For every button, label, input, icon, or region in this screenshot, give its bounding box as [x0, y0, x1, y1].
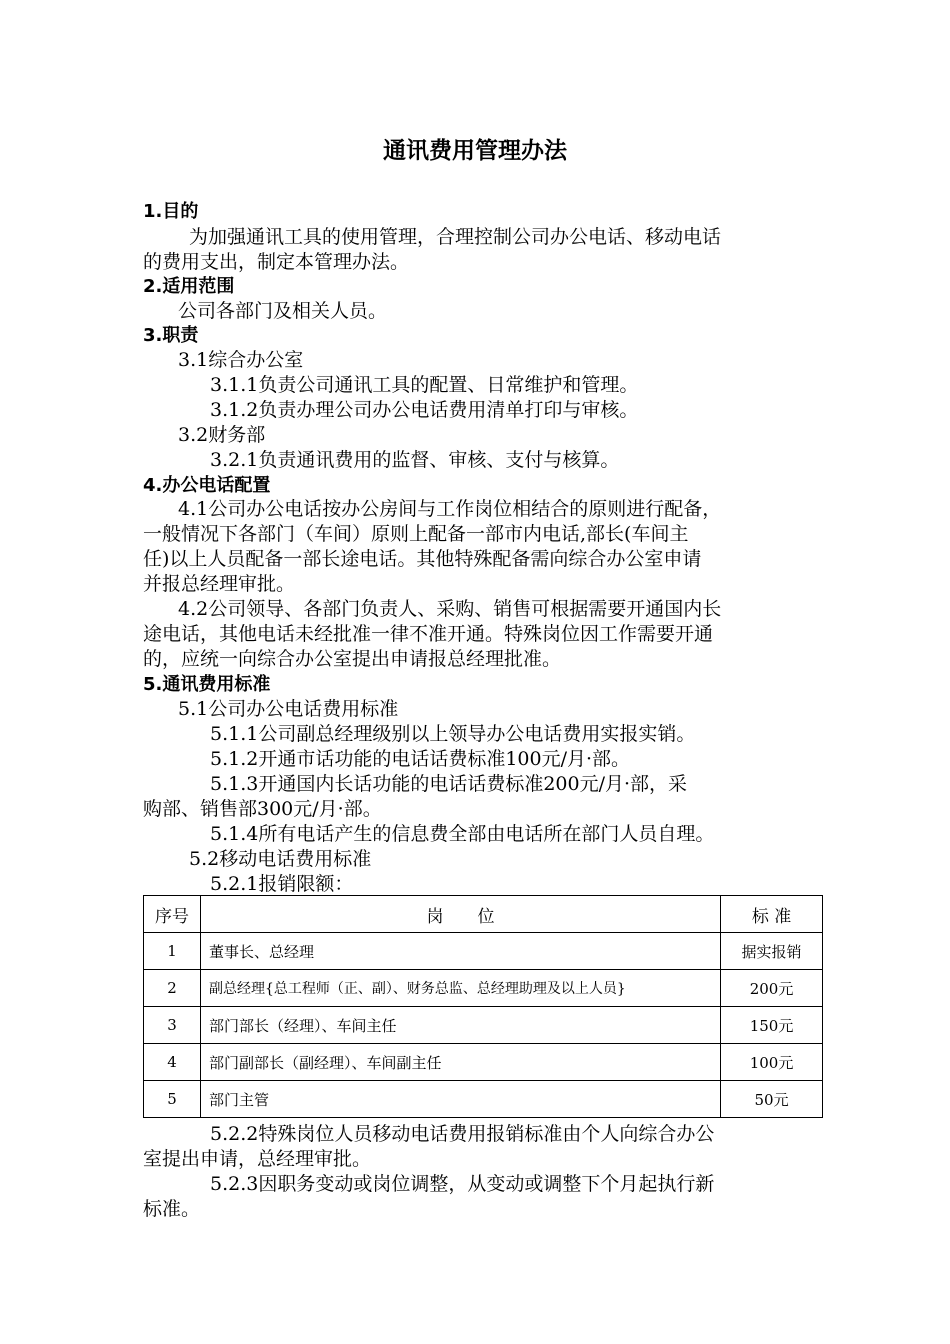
section-heading: 1.目的	[143, 201, 199, 222]
table-row	[144, 1044, 823, 1081]
table-header-row	[144, 896, 823, 933]
table-row	[144, 970, 823, 1007]
table-header-standard: 标 准	[721, 896, 823, 933]
row-standard: 150元	[721, 1007, 823, 1044]
table-header-post: 岗 位	[200, 896, 720, 933]
paragraph-line: 室提出申请，总经理审批。	[143, 1148, 372, 1170]
row-standard: 200元	[721, 970, 823, 1007]
row-no: 1	[144, 933, 201, 970]
row-no: 4	[144, 1044, 201, 1081]
paragraph-line: 5.2.1报销限额：	[210, 873, 354, 895]
paragraph-line: 并报总经理审批。	[143, 573, 296, 595]
paragraph-line: 途电话，其他电话未经批准一律不准开通。特殊岗位因工作需要开通	[143, 623, 714, 645]
table-row	[144, 933, 823, 970]
paragraph-line: 标准。	[143, 1198, 201, 1220]
section-heading: 4.办公电话配置	[143, 475, 271, 496]
paragraph-line: 5.2.3因职务变动或岗位调整，从变动或调整下个月起执行新	[210, 1173, 715, 1195]
paragraph-line: 为加强通讯工具的使用管理，合理控制公司办公电话、移动电话	[189, 226, 722, 248]
paragraph-line: 5.2.2特殊岗位人员移动电话费用报销标准由个人向综合办公	[210, 1123, 715, 1145]
section-heading: 3.职责	[143, 325, 199, 346]
paragraph-line: 3.1.2负责办理公司办公电话费用清单打印与审核。	[210, 399, 639, 421]
section-heading: 5.通讯费用标准	[143, 674, 271, 695]
paragraph-line: 任)以上人员配备一部长途电话。其他特殊配备需向综合办公室申请	[143, 548, 702, 570]
paragraph-line: 3.1.1负责公司通讯工具的配置、日常维护和管理。	[210, 374, 639, 396]
paragraph-line: 的费用支出，制定本管理办法。	[143, 251, 410, 273]
paragraph-line: 5.1.4所有电话产生的信息费全部由电话所在部门人员自理。	[210, 823, 715, 845]
table-row	[144, 1081, 823, 1118]
row-post: 副总经理{总工程师（正、副）、财务总监、总经理助理及以上人员}	[200, 970, 720, 1007]
reimbursement-table	[143, 895, 823, 1118]
row-post: 部门副部长（副经理）、车间副主任	[200, 1044, 720, 1081]
paragraph-line: 4.2公司领导、各部门负责人、采购、销售可根据需要开通国内长	[178, 598, 722, 620]
row-no: 5	[144, 1081, 201, 1118]
document-title: 通讯费用管理办法	[383, 138, 567, 164]
paragraph-line: 的，应统一向综合办公室提出申请报总经理批准。	[143, 648, 562, 670]
subsection-heading: 3.2财务部	[178, 424, 266, 446]
paragraph-line: 5.1.3开通国内长话功能的电话话费标准200元/月·部，采	[210, 773, 688, 795]
row-standard: 50元	[721, 1081, 823, 1118]
subsection-heading: 3.1综合办公室	[178, 349, 304, 371]
paragraph-line: 3.2.1负责通讯费用的监督、审核、支付与核算。	[210, 449, 620, 471]
paragraph-line: 4.1公司办公电话按办公房间与工作岗位相结合的原则进行配备，	[178, 498, 722, 520]
paragraph-line: 5.1.1公司副总经理级别以上领导办公电话费用实报实销。	[210, 723, 696, 745]
row-standard: 据实报销	[721, 933, 823, 970]
table-row	[144, 1007, 823, 1044]
row-no: 2	[144, 970, 201, 1007]
row-post: 部门主管	[200, 1081, 720, 1118]
subsection-heading: 5.1公司办公电话费用标准	[178, 698, 399, 720]
paragraph-line: 一般情况下各部门（车间）原则上配备一部市内电话,部长(车间主	[143, 523, 689, 545]
row-no: 3	[144, 1007, 201, 1044]
subsection-heading: 5.2移动电话费用标准	[189, 848, 372, 870]
paragraph-line: 公司各部门及相关人员。	[178, 300, 388, 322]
row-post: 董事长、总经理	[200, 933, 720, 970]
row-post: 部门部长（经理）、车间主任	[200, 1007, 720, 1044]
paragraph-line: 购部、销售部300元/月·部。	[143, 798, 382, 820]
table-header-no: 序号	[144, 896, 201, 933]
section-heading: 2.适用范围	[143, 276, 235, 297]
row-standard: 100元	[721, 1044, 823, 1081]
paragraph-line: 5.1.2开通市话功能的电话话费标准100元/月·部。	[210, 748, 631, 770]
